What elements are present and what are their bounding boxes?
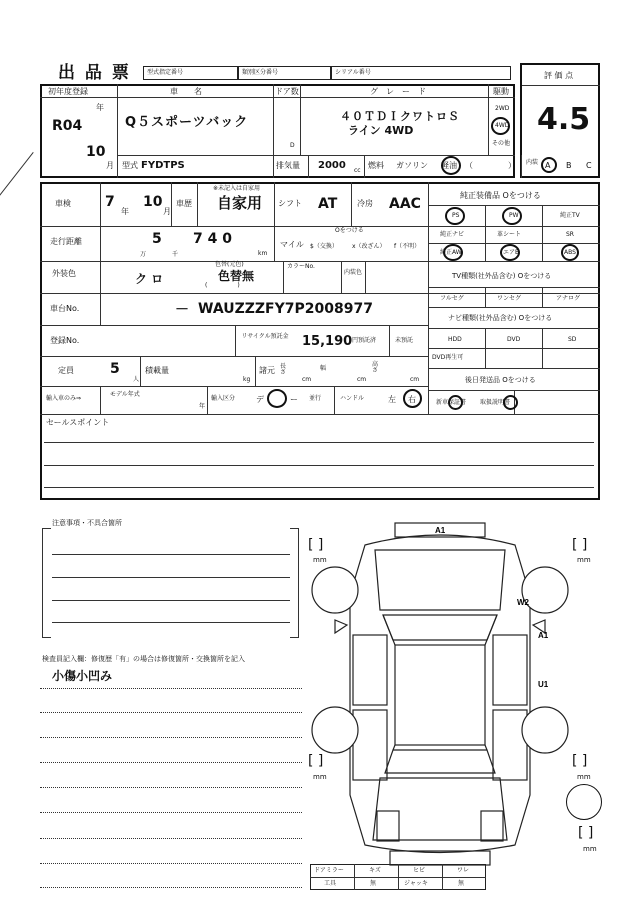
capacity: 5 [110, 361, 120, 377]
caution-label: 注意事項・不具合箇所 [52, 519, 122, 527]
inspector-label: 検査員記入欄：修復歴「有」の場合は修復箇所・交換箇所を記入 [42, 655, 245, 663]
equip-aw-circle [443, 244, 463, 261]
mark-a1-front: A1 [435, 526, 446, 535]
color-change: 色替無 [218, 269, 255, 283]
mileage-sen: 7 4 0 [193, 231, 232, 247]
inspection-month: 10 [143, 194, 163, 210]
first-reg-month: 10 [86, 144, 106, 160]
mileage-man: 5 [152, 231, 162, 247]
first-reg-label: 初年度登録 [48, 87, 88, 96]
warranty-circle [448, 395, 463, 410]
header-field-1: 型式指定番号 [143, 66, 238, 80]
equip-airbag-circle [500, 244, 520, 261]
chassis-number: WAUZZZFY7P2008977 [198, 301, 373, 317]
first-reg-year: R04 [52, 118, 83, 134]
mark-w2: W2 [517, 598, 529, 607]
fuel-diesel-circle [441, 156, 461, 175]
score-value: 4.5 [537, 102, 591, 137]
air-conditioner: AAC [389, 196, 421, 212]
displacement: 2000 [318, 160, 346, 171]
mark-u1: U1 [538, 680, 549, 689]
grade-line1: ４０ＴＤＩクワトロＳ [340, 110, 460, 123]
handle-right-circle [403, 389, 422, 408]
equip-pw-circle [502, 207, 522, 225]
grade-line2: ライン 4WD [348, 124, 414, 137]
header-field-2: 類別区分番号 [238, 66, 331, 80]
inspector-note: 小傷小凹み [52, 669, 113, 683]
equip-ps-circle [445, 207, 465, 225]
manual-circle [503, 395, 518, 410]
inspection-year: 7 [105, 194, 115, 210]
equip-abs-circle [561, 244, 579, 261]
header-field-3: シリアル番号 [331, 66, 511, 80]
usage-history: 自家用 [217, 194, 263, 212]
shift: AT [318, 196, 338, 212]
mark-a1-side: A1 [538, 631, 549, 640]
drive-4wd-circle [491, 117, 510, 135]
model-code: FYDTPS [141, 160, 185, 171]
page-title: 出 品 票 [58, 63, 131, 83]
score-box: 評 価 点 4.5 [520, 63, 600, 178]
sales-point-label: セールスポイント [46, 418, 110, 427]
recycle-fee: 15,190 [302, 334, 353, 349]
import-dealer-circle [267, 389, 287, 408]
interior-a-circle [541, 157, 557, 173]
car-name: Q５スポーツバック [125, 115, 249, 130]
spare-tire [566, 784, 602, 820]
car-diagram [295, 515, 585, 875]
exterior-color: ク ロ [135, 272, 164, 286]
